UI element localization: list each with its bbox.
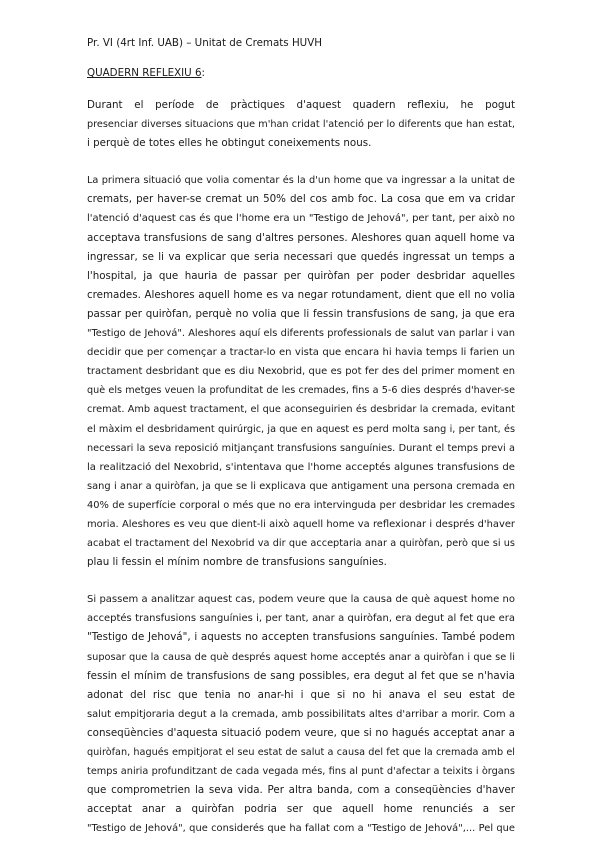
text-line: què els metges veuen la profunditat de les cremades, fins a 5-6 dies després d'haver-se (87, 385, 515, 397)
text-line: temps aniria profunditzant de cada vegada més, fins al punt d'afectar a teixits i òrgans (87, 766, 515, 778)
text-line: suposar que la causa de què després aquest home acceptés anar a quiròfan i que se li (87, 651, 515, 663)
document-title-colon: : (201, 67, 206, 79)
document-title-text: QUADERN REFLEXIU 6 (87, 67, 202, 79)
text-line: acceptava transfusions de sang d'altres persones. Aleshores quan aquell home va (87, 231, 515, 244)
text-line: salut empitjoraria degut a la cremada, amb possibilitats altes d'arribar a morir. Com a (87, 708, 515, 720)
text-line: presenciar diverses situacions que m'han cridat l'atenció per lo diferents que han estat, (87, 119, 515, 131)
text-line: necessari la seva reposició mitjançant transfusions sanguínies. Durant el temps previ a (87, 442, 515, 454)
document-page (87, 36, 515, 856)
text-line: conseqüències d'aquesta situació podem veure, que si no hagués acceptat anar a (87, 726, 515, 739)
paragraph-3 (87, 590, 515, 838)
text-line: la realització del Nexobrid, s'intentava que l'home acceptés algunes transfusions de (87, 461, 515, 473)
text-line: cremades. Aleshores aquell home es va negar rotundament, dient que ell no volia (87, 288, 515, 301)
paragraph-2 (87, 171, 515, 572)
text-line: acceptés transfusions sanguínies i, per tant, anar a quiròfan, era degut al fet que era (87, 613, 515, 625)
text-line: que comprometrien la seva vida. Per altra banda, com a conseqüències d'haver (87, 784, 515, 797)
text-line: 40% de superfície corporal o més que no era intervinguda per desbridar les cremades (87, 499, 515, 511)
text-line: el màxim el desbridament quirúrgic, ja que en aquest es perd molta sang i, per tant, és (87, 423, 515, 435)
text-line: fessin el mínim de transfusions de sang possibles, era degut al fet que se n'havia (87, 669, 515, 682)
text-line: ingressar, se li va explicar que seria necessari que quedés ingressat un temps a (87, 250, 515, 263)
text-line: quiròfan, hagués empitjorat el seu estat de salut a causa del fet que la cremada amb el (87, 747, 515, 758)
text-line: cremat. Amb aquest tractament, el que aconseguirien és desbridar la cremada, evitant (87, 404, 515, 416)
text-line: acceptat anar a quiròfan podria ser que aquell home renunciés a ser (87, 803, 515, 816)
text-line: acabat el tractament del Nexobrid va dir que acceptaria anar a quiròfan, però que si us (87, 538, 515, 550)
document-body (87, 96, 515, 838)
text-line: passar per quiròfan, perquè no volia que li fessin transfusions de sang, ja que era (87, 307, 515, 320)
page-header: Pr. VI (4rt Inf. UAB) – Unitat de Cremats HUVH (87, 37, 323, 49)
text-line: "Testigo de Jehová". Aleshores aquí els diferents professionals de salut van parlar i van (87, 328, 515, 340)
text-line: "Testigo de Jehová", i aquests no accepten transfusions sanguínies. També podem (87, 631, 515, 644)
text-line: adonat del risc que tenia no anar-hi i que si no hi anava el seu estat de (87, 688, 515, 701)
text-line: l'atenció d'aquest cas és que l'home era un "Testigo de Jehová", per tant, per això no (87, 213, 515, 225)
text-line: Si passem a analitzar aquest cas, podem veure que la causa de què aquest home no (87, 594, 515, 606)
text-line: sang i anar a quiròfan, ja que se li explicava que antigament una persona cremada en (87, 480, 515, 492)
text-line: cremats, per haver-se cremat un 50% del cos amb foc. La cosa que em va cridar (87, 193, 515, 206)
text-line: moria. Aleshores es veu que dient-li això aquell home va reflexionar i després d'haver (87, 518, 515, 530)
text-line: "Testigo de Jehová", que considerés que ha fallat com a "Testigo de Jehová",... Pel que (87, 823, 515, 835)
text-line: La primera situació que volia comentar és la d'un home que va ingressar a la unitat de (87, 175, 515, 187)
text-line: tractament desbridant que es diu Nexobrid, que es pot fer des del primer moment en (87, 366, 515, 378)
text-line: plau li fessin el mínim nombre de transfusions sanguínies. (87, 556, 387, 569)
text-line: l'hospital, ja que hauria de passar per quiròfan per poder desbridar aquelles (87, 269, 515, 282)
text-line: decidir que per començar a tractar-lo en vista que encara hi havia temps li farien un (87, 347, 515, 359)
paragraph-1 (87, 96, 515, 153)
text-line: Durant el període de pràctiques d'aquest quadern reflexiu, he pogut (87, 99, 515, 111)
document-title (87, 66, 515, 80)
text-line: i perquè de totes elles he obtingut coneixements nous. (87, 137, 372, 150)
